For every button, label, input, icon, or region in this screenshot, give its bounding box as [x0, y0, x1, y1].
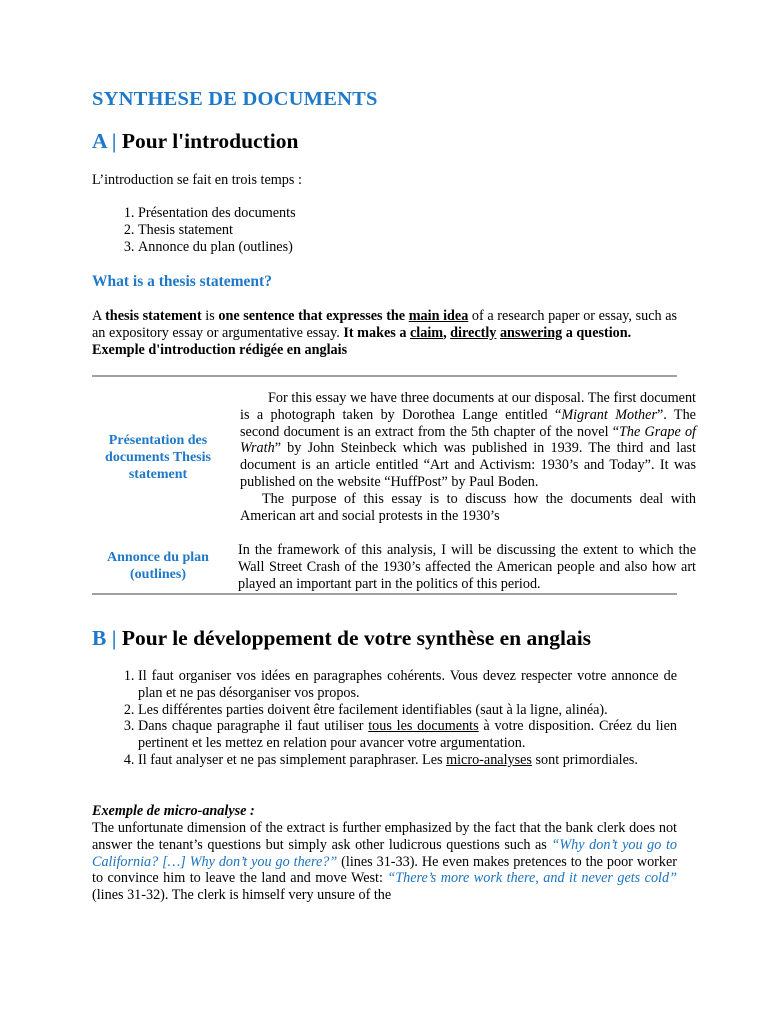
micro-quote-1: “Why don’t you go to California? […] Why don’t you go there?”	[92, 836, 678, 870]
example-text: In the framework of this analysis, I will be discussing the extent to which the Wall Street Crash of the 1930’s affected the American people and also how art played an important part in the politics of this period.	[238, 542, 696, 592]
thesis-term: thesis statement	[105, 308, 202, 324]
micro-analysis-paragraph	[92, 820, 677, 904]
thesis-text: of a research paper or essay, such as an expository essay or argumentative essay.	[92, 308, 678, 341]
thesis-bold-text: ,	[443, 324, 451, 341]
list-item: 1. Il faut organiser vos idées en paragraphes cohérents. Vous devez respecter votre annonce de plan et ne pas désorganiser vos propos.	[138, 668, 677, 702]
label-plan: Annonce du plan (outlines)	[107, 550, 209, 582]
document-title: SYNTHESE DE DOCUMENTS	[92, 88, 378, 110]
intro-paragraph	[92, 172, 677, 189]
document-title-block	[92, 87, 677, 111]
section-a-heading	[92, 128, 677, 154]
thesis-bold-text: a question.	[562, 324, 632, 341]
intro-steps-list	[92, 205, 677, 255]
micro-text: The unfortunate dimension of the extract is further emphasized by the fact that the bank clerk does not answer the tenant’s questions but simply ask other ludicrous questions such as	[92, 820, 677, 853]
thesis-claim: claim	[409, 324, 444, 341]
thesis-directly: directly	[450, 324, 497, 341]
micro-analysis-heading-block	[92, 803, 677, 820]
section-b-heading	[92, 625, 677, 651]
label-presentation: Présentation des documents Thesis statement	[105, 433, 211, 482]
example-title-migrant: Migrant Mother	[561, 406, 657, 423]
example-heading: Exemple d'introduction rédigée en anglais	[92, 341, 348, 358]
example-paragraph-1	[240, 390, 696, 524]
list-text: sont primordiales.	[531, 751, 638, 768]
divider-top	[92, 375, 677, 377]
section-a-title: Pour l'introduction	[121, 129, 299, 153]
example-text: ”. The second document is an extract from the 5th chapter of the novel “	[240, 406, 696, 440]
example-paragraph-2: The purpose of this essay is to discuss how the documents deal with American art and social protests in the 1930’s	[240, 490, 696, 524]
list-item	[138, 752, 677, 769]
thesis-main-idea: main idea	[408, 308, 469, 324]
list-item: 2. Les différentes parties doivent être facilement identifiables (saut à la ligne, alinéa).	[138, 702, 677, 719]
thesis-heading: What is a thesis statement?	[92, 273, 272, 290]
thesis-text: is	[201, 308, 219, 324]
example-text: For this essay we have three documents at our disposal. The first document is a photograph taken by Dorothea Lange entitled “	[240, 390, 696, 423]
list-item	[138, 718, 677, 752]
divider-bottom	[92, 593, 677, 595]
list-text: Il faut analyser et ne pas simplement paraphraser. Les	[138, 751, 447, 768]
thesis-answering: answering	[499, 324, 563, 341]
example-text: ” by John Steinbeck which was published in 1939. The third and last document is an article entitled “Art and Activism: 1930’s and Today”. It was published on the website “HuffPost” by Paul Boden.	[240, 440, 696, 490]
section-a-letter: A |	[92, 129, 117, 153]
development-list	[92, 668, 677, 769]
thesis-definition	[92, 308, 677, 358]
thesis-bold-text: It makes a	[343, 324, 410, 341]
list-text: à votre disposition. Créez du lien pertinent et les mettez en relation pour avancer votre argumentation.	[138, 718, 677, 752]
micro-analysis-heading: Exemple de micro-analyse :	[92, 803, 255, 819]
list-text: Dans chaque paragraphe il faut utiliser	[138, 718, 369, 735]
example-paragraph-3	[238, 542, 696, 592]
micro-quote-2: “There’s more work there, and it never gets cold”	[387, 870, 677, 887]
thesis-heading-block	[92, 272, 677, 292]
list-item: 2. Thesis statement	[138, 222, 677, 239]
micro-text: (lines 31-33). He even makes pretences to the poor worker to convince him to leave the land and move West:	[92, 853, 677, 887]
section-b-letter: B |	[92, 626, 117, 650]
list-underlined: tous les documents	[368, 718, 479, 735]
intro-text: L’introduction se fait en trois temps :	[92, 172, 302, 188]
thesis-text: A	[92, 308, 106, 324]
example-title-grape: The Grape of Wrath	[240, 423, 696, 457]
section-b-title: Pour le développement de votre synthèse en anglais	[121, 626, 592, 650]
micro-text: (lines 31-32). The clerk is himself very unsure of the	[92, 887, 392, 904]
list-item: 3. Annonce du plan (outlines)	[138, 239, 677, 256]
thesis-bold-text: one sentence that expresses the	[218, 308, 409, 324]
list-underlined: micro-analyses	[446, 751, 532, 768]
list-item: 1. Présentation des documents	[138, 205, 677, 222]
